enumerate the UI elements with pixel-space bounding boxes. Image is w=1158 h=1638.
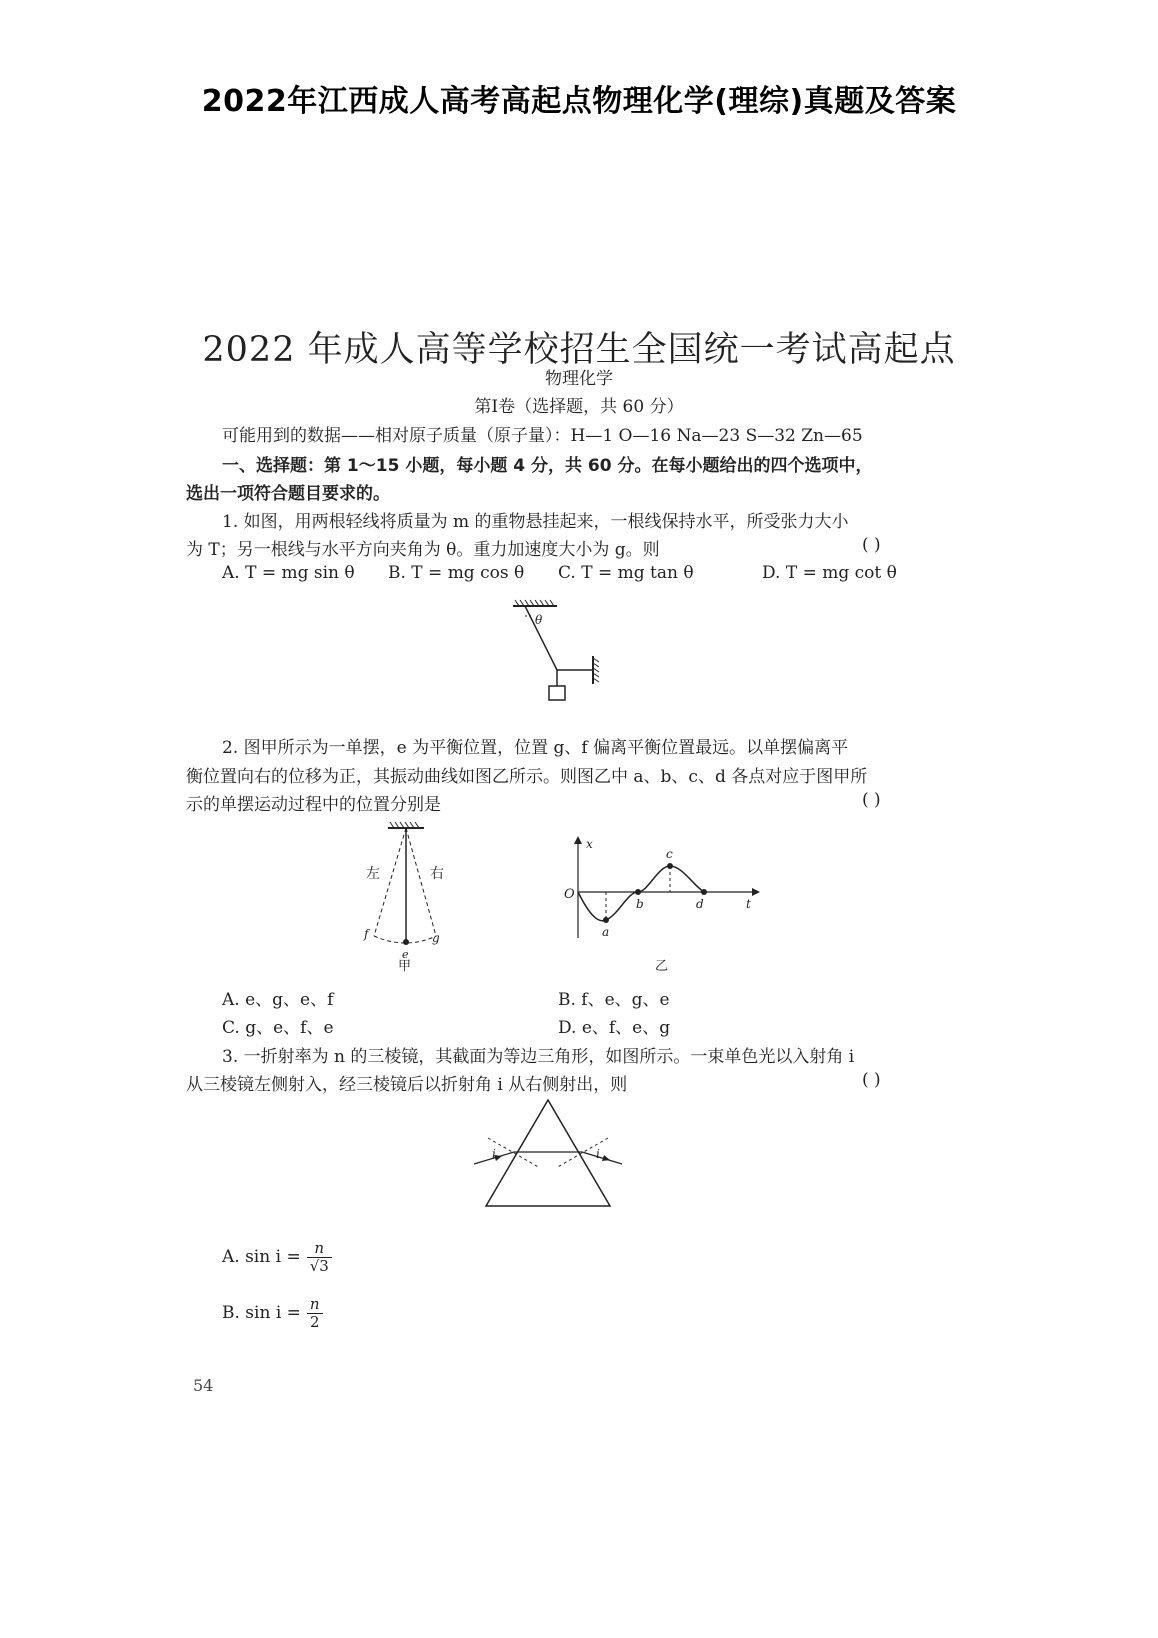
section-heading: 第Ⅰ卷（选择题，共 60 分）: [474, 397, 684, 417]
q2-a-label: a: [602, 925, 610, 939]
q2-jia-label: 甲: [398, 959, 412, 974]
q3-answer-paren: ( ): [862, 1070, 881, 1090]
q3-stem-line2: 从三棱镜左侧射入，经三棱镜后以折射角 i 从右侧射出，则: [186, 1075, 628, 1095]
q1-option-b: B. T = mg cos θ: [388, 563, 525, 583]
q2-d-label: d: [696, 897, 704, 911]
q2-b-label: b: [636, 897, 644, 911]
instructions-line1: 一、选择题：第 1～15 小题，每小题 4 分，共 60 分。在每小题给出的四个选项中，: [222, 456, 873, 476]
q2-stem-line1: 2. 图甲所示为一单摆，e 为平衡位置，位置 g、f 偏离平衡位置最远。以单摆偏离平: [222, 738, 849, 758]
q2-t-axis-label: t: [746, 897, 751, 911]
q2-stem-line2: 衡位置向右的位移为正，其振动曲线如图乙所示。则图乙中 a、b、c、d 各点对应于图甲所: [186, 767, 868, 787]
document-title: 2022年江西成人高考高起点物理化学(理综)真题及答案: [201, 84, 957, 119]
page-number: 54: [193, 1376, 214, 1395]
q1-option-a: A. T = mg sin θ: [222, 563, 355, 583]
q2-x-axis-label: x: [586, 837, 593, 851]
q1-option-c: C. T = mg tan θ: [558, 563, 694, 583]
q3-option-a-text: A. sin i =: [222, 1247, 301, 1267]
q1-answer-paren: ( ): [862, 535, 881, 555]
q1-hanging-weight-figure: [505, 598, 615, 710]
q1-option-d: D. T = mg cot θ: [762, 563, 897, 583]
q2-stem-line3: 示的单摆运动过程中的位置分别是: [186, 795, 441, 815]
q2-option-b: B. f、e、g、e: [558, 990, 670, 1010]
q3-option-b: [222, 1296, 323, 1330]
q2-oscillation-graph: [548, 826, 778, 974]
q3-option-b-denominator: 2: [309, 1312, 320, 1331]
q3-option-a: [222, 1240, 332, 1274]
q3-option-a-denominator: √3: [309, 1256, 329, 1275]
q2-f-label: f: [364, 927, 369, 941]
q3-option-b-text: B. sin i =: [222, 1303, 301, 1323]
q3-option-a-numerator: n: [307, 1240, 332, 1258]
q2-left-label: 左: [366, 866, 380, 882]
q2-answer-paren: ( ): [862, 790, 881, 810]
q1-theta-label: θ: [535, 613, 543, 627]
q2-origin-label: O: [564, 887, 575, 902]
q3-option-b-fraction: [307, 1296, 323, 1330]
q2-e-label: e: [402, 948, 409, 961]
exam-title: 2022 年成人高等学校招生全国统一考试高起点: [202, 330, 956, 370]
q2-option-a: A. e、g、e、f: [222, 990, 334, 1010]
q3-exit-angle-label: i: [596, 1147, 600, 1161]
q3-stem-line1: 3. 一折射率为 n 的三棱镜，其截面为等边三角形，如图所示。一束单色光以入射角 i: [222, 1047, 855, 1067]
q2-option-c: C. g、e、f、e: [222, 1018, 334, 1038]
q2-option-d: D. e、f、e、g: [558, 1018, 671, 1038]
q1-stem-line2: 为 T；另一根线与水平方向夹角为 θ。重力加速度大小为 g。则: [186, 540, 660, 560]
q2-yi-label: 乙: [655, 959, 669, 974]
q2-right-label: 右: [430, 866, 444, 882]
q2-pendulum-figure: [322, 818, 492, 974]
atomic-mass-note: 可能用到的数据——相对原子质量（原子量）：H—1 O—16 Na—23 S—32 Zn—65: [222, 426, 863, 446]
q1-stem-line1: 1. 如图，用两根轻线将质量为 m 的重物悬挂起来，一根线保持水平，所受张力大小: [222, 512, 849, 532]
q3-prism-figure: [470, 1094, 632, 1214]
q3-option-a-fraction: [307, 1240, 332, 1274]
q3-incident-angle-label: i: [492, 1147, 496, 1161]
q2-c-label: c: [666, 847, 673, 861]
q2-g-label: g: [432, 931, 440, 945]
instructions-line2: 选出一项符合题目要求的。: [186, 484, 390, 504]
q3-option-b-numerator: n: [307, 1296, 323, 1314]
subject-heading: 物理化学: [545, 369, 613, 389]
